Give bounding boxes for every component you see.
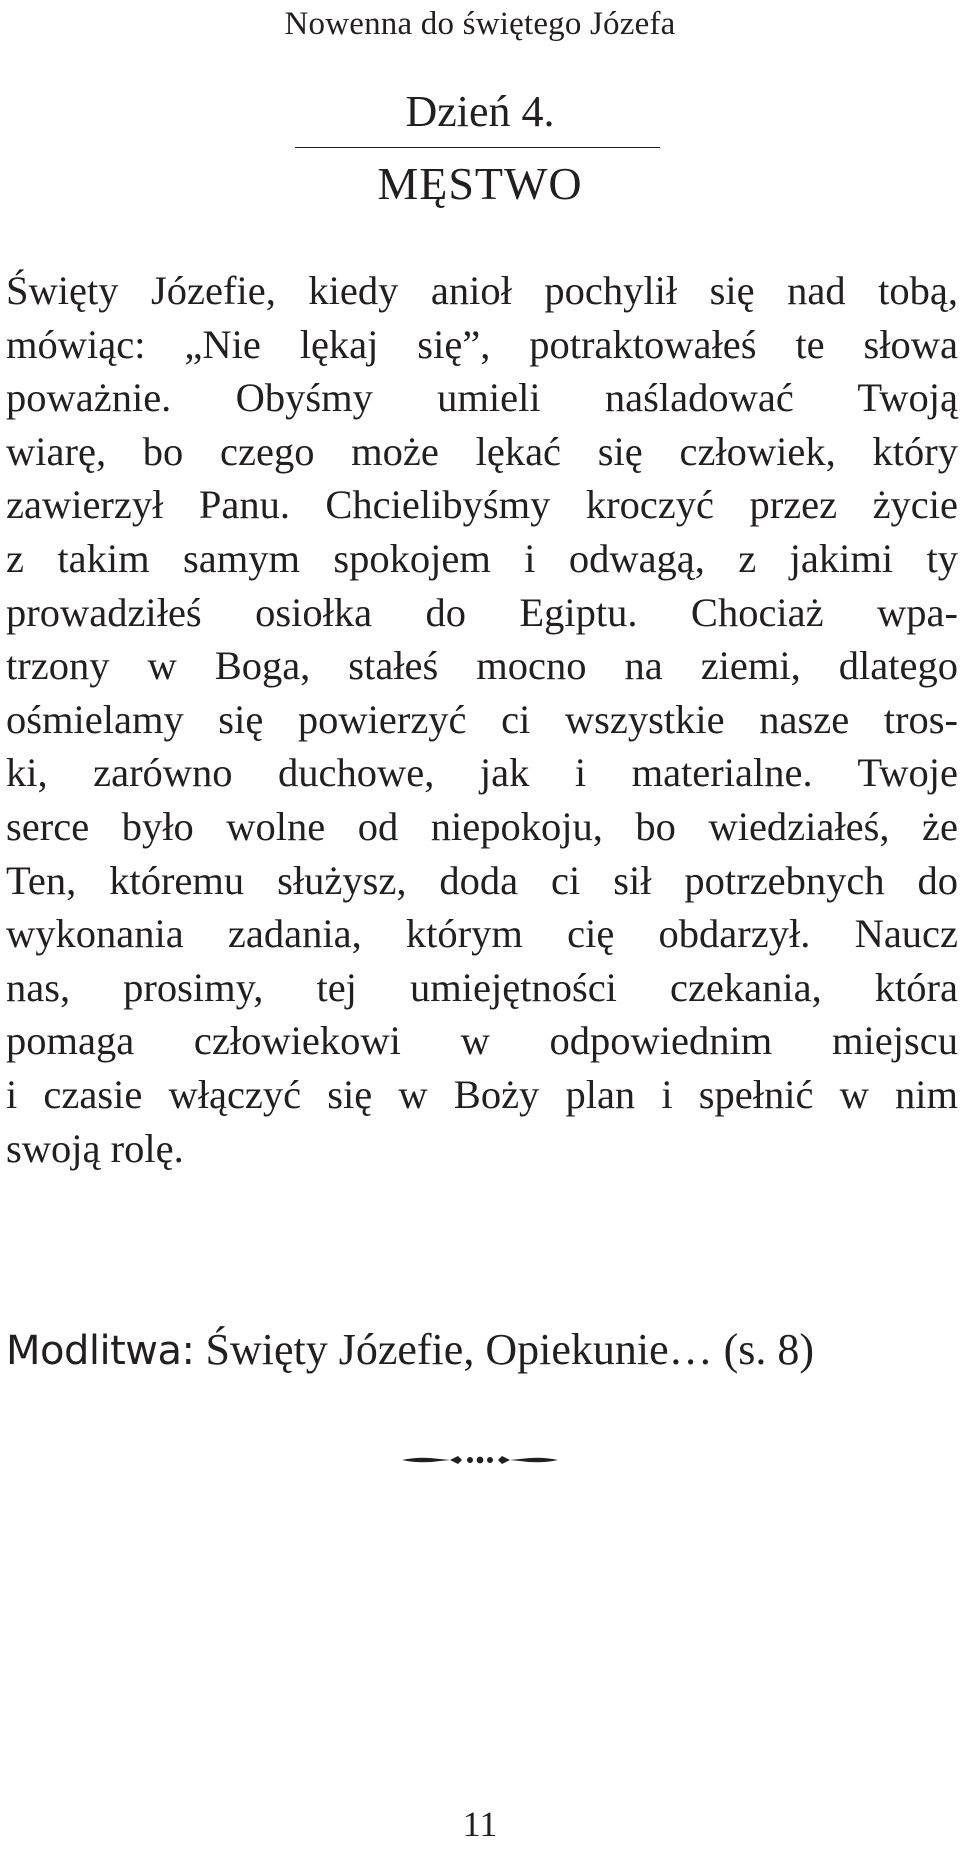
- body-line: pomaga człowiekowi w odpowiednim miejscu: [6, 1018, 958, 1064]
- body-line: nas, prosimy, tej umiejętności czekania, która: [6, 964, 958, 1010]
- body-line: i czasie włączyć się w Boży plan i spełnić w nim: [6, 1071, 958, 1117]
- body-line: ki, zarówno duchowe, jak i materialne. Twoje: [6, 750, 958, 796]
- body-line: wiarę, bo czego może lękać się człowiek, który: [6, 428, 958, 474]
- prayer-text: Święty Józefie, Opiekunie… (s. 8): [194, 1325, 815, 1374]
- body-line: serce było wolne od niepokoju, bo wiedziałeś, że: [6, 803, 958, 849]
- body-line: mówiąc: „Nie lękaj się”, potraktowałeś te słowa: [6, 321, 958, 367]
- body-line: wykonania zadania, którym cię obdarzył. Naucz: [6, 911, 958, 957]
- prayer-reference: [6, 1320, 958, 1381]
- body-line: swoją rolę.: [6, 1125, 184, 1171]
- body-line: prowadziłeś osiołka do Egiptu. Chociaż wpa-: [6, 589, 958, 635]
- day-label: Dzień 4.: [405, 87, 555, 136]
- body-line: ośmielamy się powierzyć ci wszystkie nasze tros-: [6, 696, 958, 742]
- body-line: zawierzył Panu. Chcielibyśmy kroczyć przez życie: [6, 482, 958, 528]
- title-rule: [295, 147, 660, 148]
- body-line: trzony w Boga, stałeś mocno na ziemi, dlatego: [6, 643, 958, 689]
- body-line: Ten, któremu służysz, doda ci sił potrzebnych do: [6, 857, 958, 903]
- body-line: Święty Józefie, kiedy anioł pochylił się nad tobą,: [6, 268, 958, 313]
- ornament-divider-icon: [400, 1448, 560, 1472]
- section-title: MĘSTWO: [377, 158, 583, 209]
- body-paragraph: [6, 264, 958, 1175]
- body-line: z takim samym spokojem i odwagą, z jakimi ty: [6, 535, 958, 581]
- prayer-label: Modlitwa:: [6, 1328, 195, 1374]
- body-line: poważnie. Obyśmy umieli naśladować Twoją: [6, 375, 958, 421]
- page-number: 11: [462, 1804, 498, 1844]
- running-head: Nowenna do świętego Józefa: [284, 6, 676, 42]
